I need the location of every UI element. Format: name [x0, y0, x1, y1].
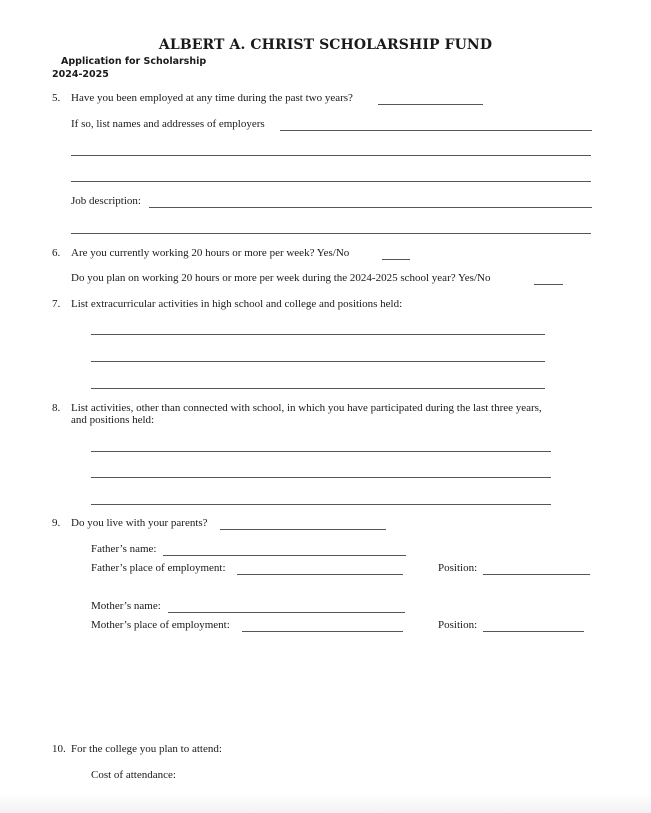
- q10-question: For the college you plan to attend:: [71, 743, 222, 755]
- q8-answer-line-2[interactable]: [91, 465, 551, 478]
- q6-number: 6.: [52, 247, 61, 259]
- form-subtitle: Application for Scholarship: [61, 56, 207, 67]
- mother-position-label: Position:: [438, 619, 478, 631]
- q10-number: 10.: [52, 743, 66, 755]
- q5-question: Have you been employed at any time during the past two years?: [71, 92, 353, 104]
- q6-plan-question: Do you plan on working 20 hours or more per week during the 2024-2025 school year? Yes/No: [71, 272, 491, 284]
- q6-question: Are you currently working 20 hours or more per week? Yes/No: [71, 247, 350, 259]
- form-title: ALBERT A. CHRIST SCHOLARSHIP FUND: [158, 37, 493, 53]
- q7-number: 7.: [52, 298, 61, 310]
- q8-question-line-2: and positions held:: [71, 414, 155, 426]
- q6-answer-line[interactable]: [382, 247, 410, 260]
- mother-employment-label: Mother’s place of employment:: [91, 619, 230, 631]
- q8-answer-line-3[interactable]: [91, 492, 551, 505]
- mother-employment-line[interactable]: [242, 619, 403, 632]
- q8-answer-line-1[interactable]: [91, 439, 551, 452]
- father-position-label: Position:: [438, 562, 478, 574]
- q5-number: 5.: [52, 92, 61, 104]
- q5-job-line-1[interactable]: [149, 195, 592, 208]
- mother-position-line[interactable]: [483, 619, 584, 632]
- mother-name-label: Mother’s name:: [91, 600, 161, 612]
- q6-plan-answer-line[interactable]: [534, 272, 563, 285]
- father-employment-line[interactable]: [237, 562, 403, 575]
- q7-question: List extracurricular activities in high school and college and positions held:: [71, 298, 403, 310]
- father-employment-label: Father’s place of employment:: [91, 562, 226, 574]
- q5-employed-answer-line[interactable]: [378, 92, 483, 105]
- q5-job-label: Job description:: [71, 195, 141, 207]
- q5-employers-line-3[interactable]: [71, 169, 591, 182]
- q7-answer-line-2[interactable]: [91, 349, 545, 362]
- q9-number: 9.: [52, 517, 61, 529]
- q9-answer-line[interactable]: [220, 517, 386, 530]
- q8-question-line-1: List activities, other than connected with school, in which you have participated during the last three years,: [71, 402, 542, 414]
- q5-job-line-2[interactable]: [71, 221, 591, 234]
- form-year: 2024-2025: [52, 69, 109, 80]
- cost-of-attendance-label: Cost of attendance:: [91, 769, 176, 781]
- father-name-line[interactable]: [163, 543, 406, 556]
- q7-answer-line-1[interactable]: [91, 322, 545, 335]
- mother-name-line[interactable]: [168, 600, 405, 613]
- q5-employers-label: If so, list names and addresses of employers: [71, 118, 265, 130]
- page-bottom-shadow: [0, 793, 651, 813]
- q8-number: 8.: [52, 402, 61, 414]
- q5-employers-line-1[interactable]: [280, 118, 592, 131]
- father-name-label: Father’s name:: [91, 543, 157, 555]
- q5-employers-line-2[interactable]: [71, 143, 591, 156]
- q7-answer-line-3[interactable]: [91, 376, 545, 389]
- father-position-line[interactable]: [483, 562, 590, 575]
- q9-question: Do you live with your parents?: [71, 517, 208, 529]
